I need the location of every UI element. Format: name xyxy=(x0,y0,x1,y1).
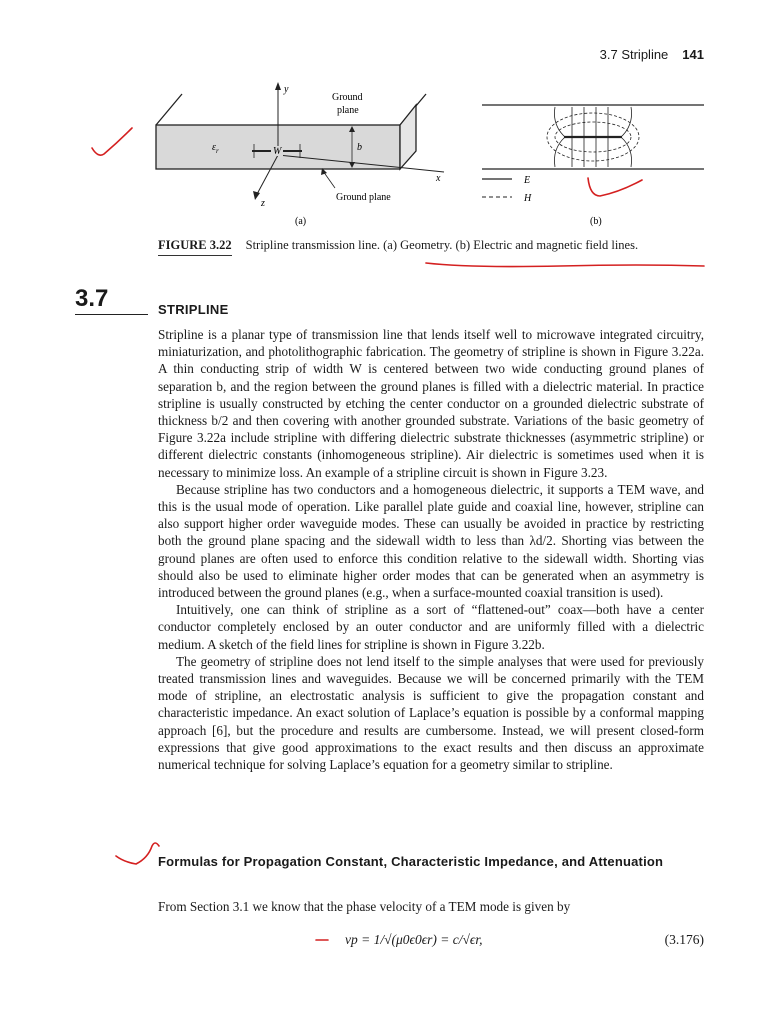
equation: vp = 1/√(μ0ϵ0ϵr) = c/√ϵr, xyxy=(345,932,483,947)
panel-a-label: (a) xyxy=(295,216,307,227)
paragraph: Stripline is a planar type of transmission line that lends itself well to microwave integrated circuitry, miniaturization, and photolithographic fabrication. The geometry of stripline is shown in Figure 3.22a. A thin conducting strip of width W is centered between two wide conducting ground planes of separation b, and the region between the ground planes is filled with a dielectric material. In practice stripline is usually constructed by etching the center conductor on a grounded dielectric substrate of thickness b/2 and then covering with another grounded substrate. Variations of the basic geometry of Figure 3.22a include stripline with differing dielectric substrate thicknesses (asymmetric stripline) or different dielectric constants (inhomogeneous stripline). Air dielectric is sometimes used when it is necessary to minimize loss. An example of a stripline circuit is shown in Figure 3.23. xyxy=(158,327,704,480)
paragraph: Intuitively, one can think of stripline as a sort of “flattened-out” coax—both have a center conductor completely enclosed by an outer conductor and are uniformly filled with a dielectric medium. A sketch of the field lines for stripline is shown in Figure 3.22b. xyxy=(158,602,704,652)
figure-b-field-lines xyxy=(482,105,704,227)
section-body xyxy=(158,326,704,773)
section-rule xyxy=(75,314,148,315)
panel-b-label: (b) xyxy=(590,216,602,227)
subsection-title: Formulas for Propagation Constant, Characteristic Impedance, and Attenuation xyxy=(158,854,664,869)
equation-number: (3.176) xyxy=(664,932,704,947)
figure-caption xyxy=(158,238,718,256)
ground-plane-bottom: Ground plane xyxy=(336,192,391,203)
figure-3-22 xyxy=(90,80,730,230)
legend-h: H xyxy=(524,193,532,204)
paragraph: The geometry of stripline does not lend itself to the simple analyses that were used for previously treated transmission lines and waveguides. Because we will be concerned primarily with the TEM mode of stripline, an electrostatic analysis is sufficient to give the propagation constant and characteristic impedance. An exact solution of Laplace’s equation is possible by a conformal mapping approach [6], but the procedure and results are cumbersome. Instead, we will present closed-form expressions that give good approximations to the exact results and then discuss an approximate numerical technique for solving Laplace’s equation for a geometry similar to stripline. xyxy=(158,653,704,773)
ground-plane-top-line2: plane xyxy=(337,105,359,116)
section-title: STRIPLINE xyxy=(158,302,229,317)
ground-plane-top-line1: Ground xyxy=(332,92,363,103)
caption-underline xyxy=(426,263,704,267)
b-label: b xyxy=(357,142,362,153)
figure-a-geometry xyxy=(156,82,444,227)
epsilon-label: $\varepsilon_r$ xyxy=(212,142,219,155)
section-number: 3.7 xyxy=(75,285,109,312)
header-section: 3.7 Stripline xyxy=(599,47,669,62)
page-number: 141 xyxy=(682,47,704,62)
subsection-check xyxy=(116,843,159,864)
running-header xyxy=(600,47,704,62)
caption-text: Stripline transmission line. (a) Geometry. (b) Electric and magnetic field lines. xyxy=(245,238,639,252)
w-label: W xyxy=(273,146,282,157)
caption-label: FIGURE 3.22 xyxy=(158,238,232,256)
intro-sentence: From Section 3.1 we know that the phase velocity of a TEM mode is given by xyxy=(158,899,571,914)
y-axis-label: y xyxy=(284,84,289,95)
paragraph: Because stripline has two conductors and a homogeneous dielectric, it supports a TEM wave, and this is the usual mode of operation. Like parallel plate guide and coaxial line, however, stripline can also support higher order waveguide modes. These can usually be avoided in practice by restricting both the ground plane spacing and the sidewall width to less than λd/2. Shorting vias between the ground planes are often used to enforce this condition relative to the sidewall width. Shorting vias should also be used to eliminate higher order modes that can be generated when an asymmetry is introduced between the ground planes (e.g., when a surface-mounted coaxial transition is used). xyxy=(158,481,704,601)
z-axis-label: z xyxy=(261,198,265,209)
x-axis-label: x xyxy=(436,173,441,184)
legend-e: E xyxy=(524,175,531,186)
